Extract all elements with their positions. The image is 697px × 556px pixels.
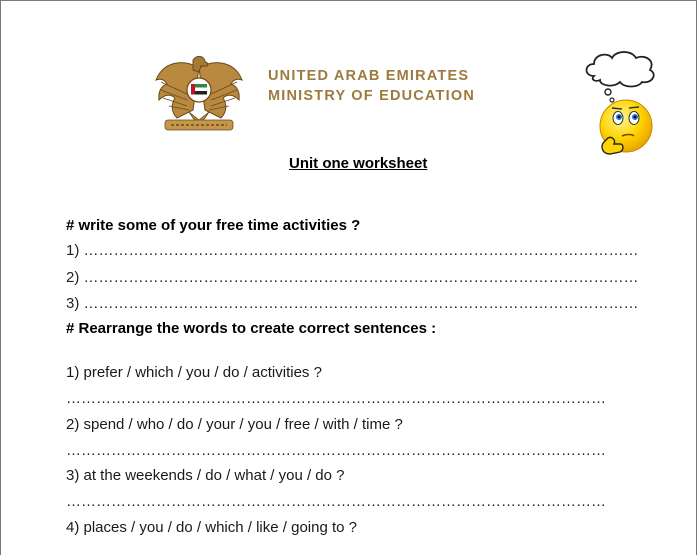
country-name: UNITED ARAB EMIRATES: [268, 68, 470, 84]
answer-line: ………………………………………………………………………………………………: [66, 442, 606, 459]
answer-line: ………………………………………………………………………………………………: [66, 390, 606, 407]
page-title: Unit one worksheet: [289, 155, 428, 172]
thinking-emoji-icon: [578, 46, 660, 158]
section1-heading: # write some of your free time activities ?: [66, 217, 361, 234]
list-item: 3) …………………………………………………………………………………………………: [66, 295, 639, 312]
sentence-prompt: 2) spend / who / do / your / you / free / with / time ?: [66, 416, 403, 433]
sentence-prompt: 3) at the weekends / do / what / you / do ?: [66, 467, 345, 484]
list-item: 1) …………………………………………………………………………………………………: [66, 242, 639, 259]
list-item: 2) …………………………………………………………………………………………………: [66, 269, 639, 286]
answer-line: ………………………………………………………………………………………………: [66, 493, 606, 510]
ministry-name: MINISTRY OF EDUCATION: [268, 88, 475, 104]
uae-emblem-icon: [153, 54, 245, 134]
sentence-prompt: 1) prefer / which / you / do / activities ?: [66, 364, 322, 381]
section2-heading: # Rearrange the words to create correct sentences :: [66, 320, 437, 337]
sentence-prompt: 4) places / you / do / which / like / going to ?: [66, 519, 357, 536]
